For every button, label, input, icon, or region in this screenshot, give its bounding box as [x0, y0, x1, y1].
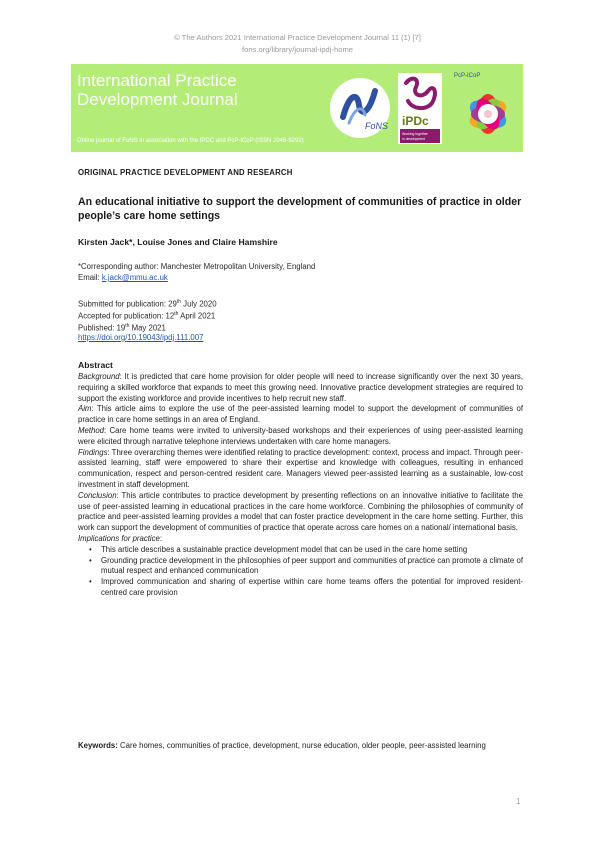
submitted-date: Submitted for publication: 29th July 2020	[78, 299, 217, 309]
accepted-date: Accepted for publication: 12th April 2021	[78, 311, 216, 321]
abstract-aim: Aim: This article aims to explore the use of the peer-assisted learning model to support the development of communities of practice in care home settings in an area of England.	[78, 404, 523, 425]
abstract-conclusion: Conclusion: This article contributes to practice development by presenting reflections on an innovative initiative to facilitate the use of peer-assisted learning in educational practices in the care home workforce. Combining the philosophies of community of practice and peer-assisted learning provides a model that can foster practice development in the care home setting. Further, this work can support the development of communities of practice that operate across care homes on a national/ international basis.	[78, 490, 523, 533]
journal-subtitle: Online journal of FoNS in association with the IPDC and PcP-ICoP (ISSN 2046-9292)	[77, 138, 304, 144]
article-section: ORIGINAL PRACTICE DEVELOPMENT AND RESEARCH	[78, 168, 293, 177]
svg-text:in development: in development	[402, 137, 425, 141]
journal-url: fons.org/library/journal-ipdj-home	[241, 45, 353, 54]
svg-text:FoNS: FoNS	[365, 121, 389, 131]
article-title: An educational initiative to support the development of communities of practice in older people’s care home settings	[78, 196, 522, 222]
abstract-body	[78, 372, 523, 599]
abstract-method: Method: Care home teams were invited to university-based workshops and their experiences of using peer-assisted learning were elicited through narrative telephone interviews undertaken with care home managers.	[78, 425, 523, 446]
pcp-icop-logo	[450, 68, 522, 150]
published-date: Published: 19th May 2021	[78, 323, 166, 333]
ipdc-logo	[398, 73, 442, 144]
journal-citation: © The Authors 2021 International Practice Development Journal 11 (1) [7]	[174, 33, 421, 42]
list-item: • This article describes a sustainable practice development model that can be used in the care home setting	[78, 545, 523, 556]
keywords: Keywords: Care homes, communities of practice, development, nurse education, older people, peer-assisted learning	[78, 741, 486, 750]
abstract-heading: Abstract	[78, 360, 113, 370]
email-line: Email: k.jack@mmu.ac.uk	[78, 273, 168, 282]
journal-title: International Practice Development Journal	[77, 71, 238, 109]
svg-text:Working together: Working together	[402, 132, 428, 136]
page-number: 1	[516, 797, 521, 806]
journal-banner	[71, 64, 523, 152]
abstract-findings: Findings: Three overarching themes were identified relating to practice development: context, process and impact. Through peer-assisted learning, staff were empowered to share their expertise and knowledge with colleagues, resulting in enhanced communication, respect and person-centred resident care. Managers viewed peer-assisted learning as a sustainable, low-cost investment in staff development.	[78, 447, 523, 489]
abstract-implications-heading: Implications for practice:	[78, 533, 163, 543]
abstract-background: Background: It is predicted that care home provision for older people will need to increase significantly over the next 30 years, requiring a skilled workforce that expands to meet this growing need. Innovative practice development strategies are required to support the existing workforce and provide incentives to help recruit new staff.	[78, 372, 523, 403]
fons-logo	[329, 77, 391, 139]
doi-link[interactable]: https://doi.org/10.19043/ipdj.111.007	[78, 333, 204, 342]
implications-list	[78, 545, 523, 599]
svg-text:iPDc: iPDc	[402, 114, 429, 128]
email-link[interactable]: k.jack@mmu.ac.uk	[101, 273, 168, 282]
svg-text:PcP-ICoP: PcP-ICoP	[454, 73, 481, 79]
list-item: • Improved communication and sharing of expertise within care home teams offers the potential for improved resident-centred care provision	[78, 577, 523, 599]
doi-line	[78, 333, 203, 344]
list-item: • Grounding practice development in the philosophies of peer support and communities of practice can promote a climate of mutual respect and enhanced communication	[78, 556, 523, 578]
corresponding-author: *Corresponding author: Manchester Metropolitan University, England	[78, 262, 316, 271]
article-authors: Kirsten Jack*, Louise Jones and Claire Hamshire	[78, 237, 278, 247]
